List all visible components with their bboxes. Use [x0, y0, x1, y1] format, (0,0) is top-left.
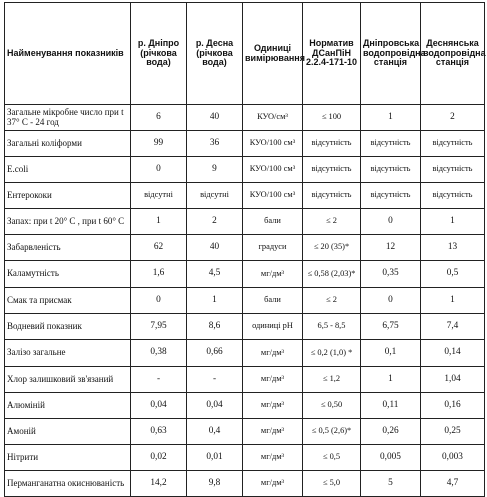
table-row	[5, 393, 485, 419]
cell-norm: ≤ 100	[303, 105, 361, 131]
cell-norm: ≤ 2	[303, 209, 361, 235]
cell-dnipro-station: 0,26	[361, 419, 421, 445]
table-row	[5, 419, 485, 445]
cell-desna: 1	[187, 288, 243, 314]
cell-dnipro-station: 12	[361, 235, 421, 261]
cell-name: Загальне мікробне число при t 37° С - 24 год	[5, 105, 131, 131]
cell-units: мг/дм³	[243, 340, 303, 367]
cell-units: КУО/100 см³	[243, 157, 303, 183]
table-header	[5, 3, 485, 105]
cell-desna: відсутні	[187, 183, 243, 209]
cell-desna-station: 0,16	[421, 393, 485, 419]
cell-desna-station: 2	[421, 105, 485, 131]
cell-dnipro-station: 0,1	[361, 340, 421, 367]
cell-dnipro-station: 5	[361, 471, 421, 497]
cell-desna-station: 0,003	[421, 445, 485, 471]
cell-name: Нітрити	[5, 445, 131, 471]
cell-name: Запах: при t 20° С , при t 60° С	[5, 209, 131, 235]
cell-name: Каламутність	[5, 261, 131, 288]
cell-norm: відсутність	[303, 131, 361, 157]
cell-desna-station: відсутність	[421, 157, 485, 183]
table-row	[5, 340, 485, 367]
cell-name: Перманганатна окиснюваність	[5, 471, 131, 497]
header-units: Одиниці вимірювання	[243, 3, 303, 105]
cell-name: E.coli	[5, 157, 131, 183]
header-desna-station: Деснянська водопровідна станція	[421, 3, 485, 105]
cell-dnipro-station: 1	[361, 105, 421, 131]
cell-dnipro-station: відсутність	[361, 183, 421, 209]
cell-desna: 2	[187, 209, 243, 235]
cell-desna-station: 13	[421, 235, 485, 261]
cell-name: Загальні коліформи	[5, 131, 131, 157]
cell-norm: ≤ 0,5	[303, 445, 361, 471]
cell-norm: 6,5 - 8,5	[303, 314, 361, 340]
cell-desna: 9	[187, 157, 243, 183]
cell-desna: 40	[187, 105, 243, 131]
cell-dnipro-station: 1	[361, 367, 421, 393]
cell-units: градуси	[243, 235, 303, 261]
cell-desna: 9,8	[187, 471, 243, 497]
cell-units: КУО/100 см³	[243, 183, 303, 209]
cell-desna-station: 1,04	[421, 367, 485, 393]
cell-desna: 36	[187, 131, 243, 157]
table-row	[5, 314, 485, 340]
cell-name: Смак та присмак	[5, 288, 131, 314]
cell-norm: відсутність	[303, 157, 361, 183]
cell-dnipro: 0,38	[131, 340, 187, 367]
cell-dnipro: 1	[131, 209, 187, 235]
table-row	[5, 209, 485, 235]
table-row	[5, 183, 485, 209]
header-row	[5, 3, 485, 105]
cell-units: бали	[243, 288, 303, 314]
cell-norm: ≤ 0,50	[303, 393, 361, 419]
cell-dnipro-station: 0,35	[361, 261, 421, 288]
cell-norm: відсутність	[303, 183, 361, 209]
cell-desna-station: 4,7	[421, 471, 485, 497]
cell-desna: 0,4	[187, 419, 243, 445]
cell-name: Ентерококи	[5, 183, 131, 209]
header-indicator-name: Найменування показників	[5, 3, 131, 105]
cell-dnipro: 6	[131, 105, 187, 131]
cell-dnipro: 0,63	[131, 419, 187, 445]
table-row	[5, 445, 485, 471]
cell-desna-station: 7,4	[421, 314, 485, 340]
cell-dnipro: 0,04	[131, 393, 187, 419]
cell-desna: 0,04	[187, 393, 243, 419]
cell-units: КУО/100 см³	[243, 131, 303, 157]
cell-name: Забарвленість	[5, 235, 131, 261]
cell-norm: ≤ 20 (35)*	[303, 235, 361, 261]
cell-units: одиниці pH	[243, 314, 303, 340]
cell-dnipro-station: 6,75	[361, 314, 421, 340]
cell-dnipro: 7,95	[131, 314, 187, 340]
cell-units: мг/дм³	[243, 261, 303, 288]
cell-name: Хлор залишковий зв'язаний	[5, 367, 131, 393]
cell-dnipro-station: 0,11	[361, 393, 421, 419]
cell-dnipro-station: 0	[361, 288, 421, 314]
table-row	[5, 367, 485, 393]
cell-dnipro-station: відсутність	[361, 131, 421, 157]
cell-dnipro: 62	[131, 235, 187, 261]
cell-dnipro: 1,6	[131, 261, 187, 288]
cell-name: Амоній	[5, 419, 131, 445]
table-row	[5, 105, 485, 131]
cell-norm: ≤ 0,2 (1,0) *	[303, 340, 361, 367]
cell-name: Залізо загальне	[5, 340, 131, 367]
cell-dnipro: 0	[131, 157, 187, 183]
cell-desna: 4,5	[187, 261, 243, 288]
table-row	[5, 157, 485, 183]
cell-desna: -	[187, 367, 243, 393]
table-row	[5, 288, 485, 314]
cell-desna-station: 0,25	[421, 419, 485, 445]
cell-dnipro: -	[131, 367, 187, 393]
cell-dnipro: відсутні	[131, 183, 187, 209]
cell-units: мг/дм³	[243, 471, 303, 497]
cell-units: КУО/см³	[243, 105, 303, 131]
table-row	[5, 131, 485, 157]
cell-units: мг/дм³	[243, 367, 303, 393]
cell-name: Водневий показник	[5, 314, 131, 340]
cell-dnipro-station: 0	[361, 209, 421, 235]
water-quality-document	[4, 2, 484, 497]
cell-desna-station: 0,5	[421, 261, 485, 288]
cell-desna: 40	[187, 235, 243, 261]
cell-desna-station: 0,14	[421, 340, 485, 367]
cell-dnipro: 99	[131, 131, 187, 157]
cell-norm: ≤ 0,5 (2,6)*	[303, 419, 361, 445]
cell-name: Алюміній	[5, 393, 131, 419]
cell-desna-station: відсутність	[421, 131, 485, 157]
header-dnipro-river: р. Дніпро (річкова вода)	[131, 3, 187, 105]
cell-desna-station: відсутність	[421, 183, 485, 209]
cell-desna: 0,66	[187, 340, 243, 367]
cell-dnipro: 14,2	[131, 471, 187, 497]
cell-norm: ≤ 1,2	[303, 367, 361, 393]
cell-desna: 0,01	[187, 445, 243, 471]
cell-desna-station: 1	[421, 288, 485, 314]
cell-dnipro: 0	[131, 288, 187, 314]
table-row	[5, 471, 485, 497]
cell-units: мг/дм³	[243, 445, 303, 471]
header-norm: Норматив ДСанПіН 2.2.4-171-10	[303, 3, 361, 105]
cell-desna: 8,6	[187, 314, 243, 340]
cell-dnipro: 0,02	[131, 445, 187, 471]
cell-units: бали	[243, 209, 303, 235]
header-desna-river: р. Десна (річкова вода)	[187, 3, 243, 105]
cell-norm: ≤ 5,0	[303, 471, 361, 497]
cell-units: мг/дм³	[243, 419, 303, 445]
table-body	[5, 105, 485, 497]
table-row	[5, 261, 485, 288]
cell-units: мг/дм³	[243, 393, 303, 419]
cell-dnipro-station: відсутність	[361, 157, 421, 183]
header-dnipro-station: Дніпровська водопровідна станція	[361, 3, 421, 105]
cell-norm: ≤ 2	[303, 288, 361, 314]
cell-dnipro-station: 0,005	[361, 445, 421, 471]
table-row	[5, 235, 485, 261]
cell-desna-station: 1	[421, 209, 485, 235]
water-quality-table	[4, 2, 485, 497]
cell-norm: ≤ 0,58 (2,03)*	[303, 261, 361, 288]
